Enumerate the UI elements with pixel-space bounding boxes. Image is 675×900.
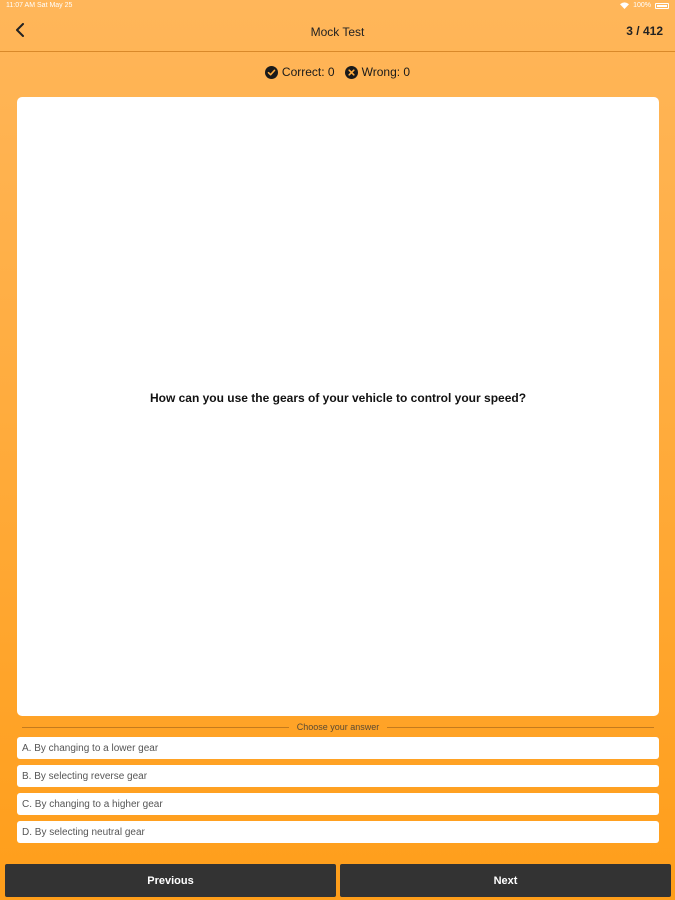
bottom-bar	[0, 862, 675, 900]
x-circle-icon	[345, 66, 358, 79]
wifi-icon	[620, 2, 629, 9]
status-bar	[0, 0, 675, 14]
battery-percent: 100%	[633, 2, 651, 9]
answer-options	[17, 737, 659, 849]
question-card	[17, 97, 659, 716]
page-title: Mock Test	[310, 25, 365, 39]
answer-option-b[interactable]: B. By selecting reverse gear	[17, 765, 659, 787]
correct-score	[265, 65, 335, 79]
score-row	[0, 64, 675, 80]
status-right	[620, 2, 669, 9]
next-button[interactable]: Next	[340, 864, 671, 897]
answer-option-a[interactable]: A. By changing to a lower gear	[17, 737, 659, 759]
question-text: How can you use the gears of your vehicle to control your speed?	[149, 390, 527, 405]
divider-line-left	[22, 727, 289, 728]
battery-icon	[655, 3, 669, 9]
divider-line-right	[387, 727, 654, 728]
wrong-label: Wrong: 0	[361, 65, 411, 79]
previous-button[interactable]: Previous	[5, 864, 336, 897]
answer-divider	[22, 721, 654, 733]
wrong-score	[345, 65, 410, 79]
correct-label: Correct: 0	[281, 65, 335, 79]
check-circle-icon	[265, 66, 278, 79]
answer-heading: Choose your answer	[296, 722, 380, 732]
answer-option-d[interactable]: D. By selecting neutral gear	[17, 821, 659, 843]
answer-option-c[interactable]: C. By changing to a higher gear	[17, 793, 659, 815]
question-counter: 3 / 412	[626, 24, 663, 38]
status-time: 11:07 AM Sat May 25	[6, 2, 73, 9]
nav-bar	[0, 14, 675, 52]
